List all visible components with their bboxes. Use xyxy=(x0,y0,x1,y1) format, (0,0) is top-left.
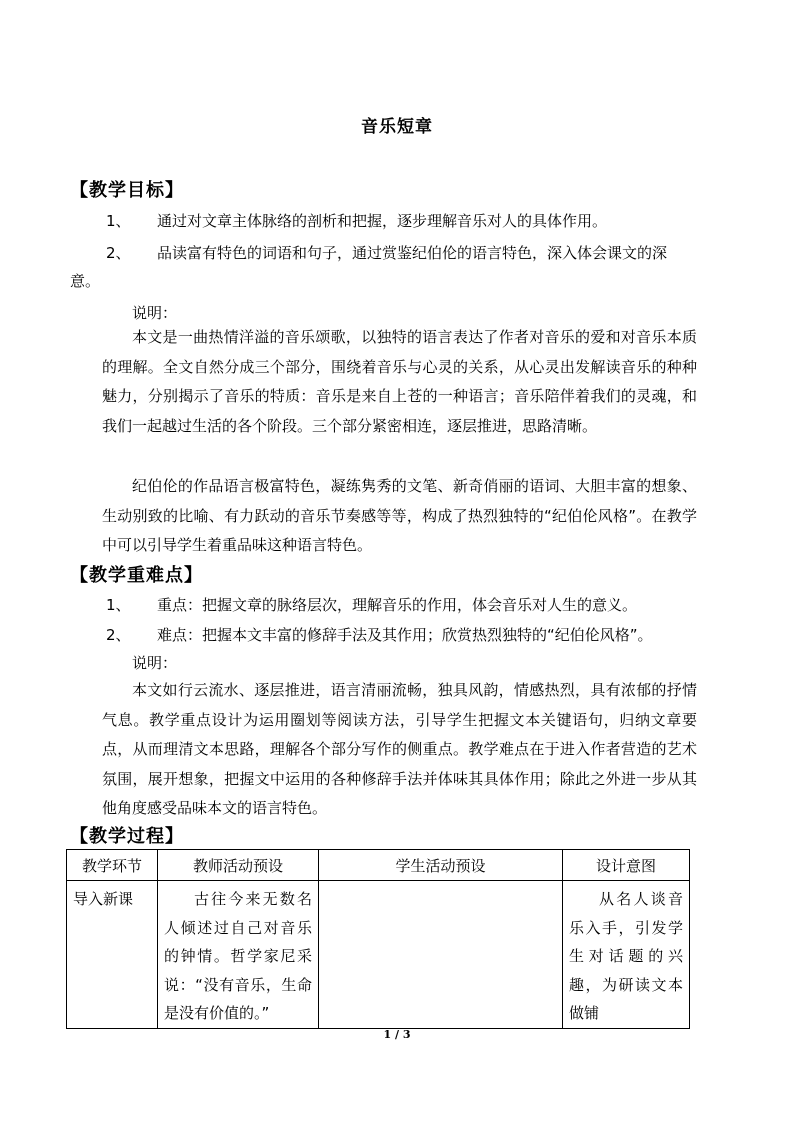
page-number: 1 / 3 xyxy=(383,1028,411,1041)
column-header: 教学环节 xyxy=(67,850,158,881)
table-header-row xyxy=(67,850,690,881)
key-point-item-1 xyxy=(106,590,637,620)
teacher-activity-cell: 古往今来无数名人倾述过自己对音乐的钟情。哲学家尼采说：“没有音乐，生命是没有价值的。” xyxy=(158,881,319,1029)
key-point-text: 难点：把握本文丰富的修辞手法及其作用；欣赏热烈独特的“纪伯伦风格”。 xyxy=(157,626,653,644)
objective-item-2 xyxy=(106,238,667,268)
objectives-heading: 【教学目标】 xyxy=(70,180,184,201)
objectives-note-label: 说明： xyxy=(132,304,178,322)
objectives-paragraph-1: 本文是一曲热情洋溢的音乐颂歌，以独特的语言表达了作者对音乐的爱和对音乐本质的理解。全文自然分成三个部分，围绕着音乐与心灵的关系，从心灵出发解读音乐的种种魅力，分别揭示了音乐的特质：音乐是来自上苍的一种语言；音乐陪伴着我们的灵魂，和我们一起越过生活的各个阶段。三个部分紧密相连，逐层推进，思路清晰。 xyxy=(102,328,697,435)
column-header: 学生活动预设 xyxy=(319,850,563,881)
key-point-item-2 xyxy=(106,620,653,650)
stage-cell: 导入新课 xyxy=(67,881,158,1029)
key-points-paragraph: 本文如行云流水、逐层推进，语言清丽流畅，独具风韵，情感热烈，具有浓郁的抒情气息。教学重点设计为运用圈划等阅读方法，引导学生把握文本关键语句，归纳文章要点，从而理清文本思路，理解各个部分写作的侧重点。教学难点在于进入作者营造的艺术氛围，展开想象，把握文中运用的各种修辞手法并体味其具体作用；除此之外进一步从其他角度感受品味本文的语言特色。 xyxy=(102,681,697,817)
table-row xyxy=(67,881,690,1029)
process-heading: 【教学过程】 xyxy=(70,826,184,847)
key-points-heading: 【教学重难点】 xyxy=(70,565,203,586)
document-title: 音乐短章 xyxy=(361,117,433,137)
column-header: 设计意图 xyxy=(563,850,690,881)
column-header: 教师活动预设 xyxy=(158,850,319,881)
design-intent-cell: 从名人谈音乐入手，引发学生对话题的兴趣，为研读文本做铺 xyxy=(563,881,690,1029)
student-activity-cell xyxy=(319,881,563,1029)
key-point-number: 2、 xyxy=(106,626,131,644)
key-points-note-label: 说明： xyxy=(132,654,178,672)
objective-number: 1、 xyxy=(106,212,131,230)
objective-number: 2、 xyxy=(106,244,131,262)
key-point-text: 重点：把握文章的脉络层次，理解音乐的作用，体会音乐对人生的意义。 xyxy=(157,596,638,614)
objectives-paragraph-2: 纪伯伦的作品语言极富特色，凝练隽秀的文笔、新奇俏丽的语词、大胆丰富的想象、生动别致的比喻、有力跃动的音乐节奏感等等，构成了热烈独特的“纪伯伦风格”。在教学中可以引导学生着重品味这种语言特色。 xyxy=(102,477,697,554)
objective-text: 品读富有特色的词语和句子，通过赏鉴纪伯伦的语言特色，深入体会课文的深 xyxy=(157,244,668,262)
objective-continuation: 意。 xyxy=(70,272,101,290)
process-table xyxy=(66,849,690,1029)
key-point-number: 1、 xyxy=(106,596,131,614)
objective-item-1 xyxy=(106,206,607,236)
objective-text: 通过对文章主体脉络的剖析和把握，逐步理解音乐对人的具体作用。 xyxy=(157,212,608,230)
